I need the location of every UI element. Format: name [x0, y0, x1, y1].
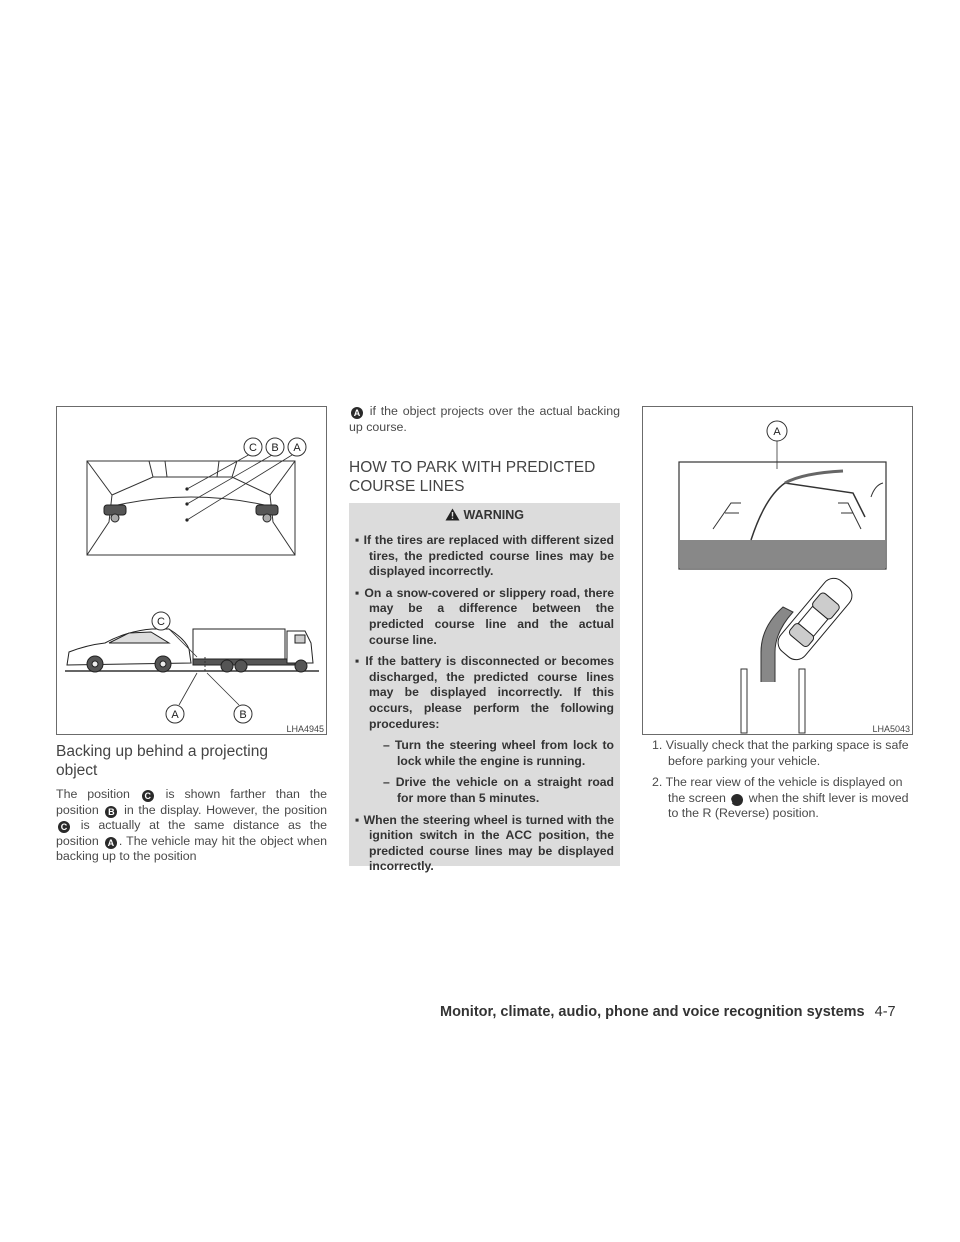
warning-title: WARNING [463, 508, 524, 522]
text-run: is shown farther than the position [56, 787, 327, 817]
warning-subitem: – Drive the vehicle on a straight road for more than 5 minutes. [383, 775, 614, 805]
marker-c: C [58, 821, 70, 833]
steps-list [650, 738, 915, 828]
step-number: 2. [652, 775, 663, 790]
fig1-label-a-bottom: A [171, 709, 179, 721]
marker-a: A [105, 837, 117, 849]
warning-item: ▪ When the steering wheel is turned with the ignition switch in the ACC position, the predicted course lines may be displayed incorrectly. [355, 812, 614, 874]
warning-subitem-text: Turn the steering wheel from lock to lock while the engine is running. [394, 738, 614, 768]
fig1-label-b-bottom: B [239, 709, 247, 721]
warning-box [349, 503, 620, 874]
marker-b: B [105, 806, 117, 818]
step-text: The rear view of the vehicle is displayed on the screen [665, 775, 903, 805]
fig1-label-b-top: B [271, 442, 279, 454]
section-backing-up-body [56, 787, 327, 865]
text-run: if the object projects over the actual backing up course. [349, 404, 620, 434]
figure-lha4945 [56, 406, 327, 735]
warning-list [349, 533, 620, 875]
figure-lha4945-illustration [57, 407, 326, 734]
figure-lha5043 [642, 406, 913, 735]
marker-c: C [142, 790, 154, 802]
text-run: is actually at the same distance as the position [56, 818, 327, 848]
step-number: 1. [652, 738, 663, 752]
step-text: when the shift lever is moved to the R (Reverse) position. [668, 790, 909, 821]
figure-lha5043-illustration [643, 407, 912, 734]
section-park-predicted [349, 458, 620, 496]
chapter-title: Monitor, climate, audio, phone and voice recognition systems [440, 1004, 865, 1020]
page-number: 4-7 [874, 1004, 896, 1020]
warning-header [349, 503, 620, 527]
fig1-label-c-bottom: C [157, 616, 165, 628]
warning-item: ▪ If the tires are replaced with different sized tires, the predicted course lines may be displayed incorrectly. [355, 533, 614, 579]
text-run: The position [56, 787, 130, 801]
fig2-label-a: A [773, 426, 781, 438]
figure-code: LHA5043 [872, 724, 910, 734]
text-run: in the display. However, the position [124, 802, 327, 817]
warning-item-text: If the tires are replaced with different sized tires, the predicted course lines may be displayed incorrectly. [363, 533, 614, 579]
title-line-2: COURSE LINES [349, 478, 465, 495]
section-backing-up-continued [349, 404, 620, 435]
step-1 [650, 738, 915, 769]
warning-item: ▪ If the battery is disconnected or becomes discharged, the predicted course lines may be displayed incorrectly. If this occurs, please perform the following procedures: [355, 654, 614, 731]
marker-a: A [351, 407, 363, 419]
fig1-label-a-top: A [293, 442, 301, 454]
warning-item: ▪ On a snow-covered or slippery road, there may be a difference between the predicted course line and the actual course line. [355, 585, 614, 647]
section-title-backing-up [56, 742, 327, 780]
title-line-2: object [56, 762, 98, 779]
warning-item-text: When the steering wheel is turned with the ignition switch in the ACC position, the predicted course lines may be displayed incorrectly. [363, 812, 614, 874]
step-text: Visually check that the parking space is safe before parking your vehicle. [665, 738, 909, 768]
step-2 [650, 775, 915, 822]
marker-a: A [731, 794, 743, 806]
title-line-1: HOW TO PARK WITH PREDICTED [349, 459, 596, 476]
title-line-1: Backing up behind a projecting [56, 743, 268, 760]
section-title-park-predicted [349, 458, 620, 496]
figure-code: LHA4945 [286, 724, 324, 734]
warning-subitem: – Turn the steering wheel from lock to lock while the engine is running. [383, 738, 614, 768]
fig1-label-c-top: C [249, 442, 257, 454]
page-footer [440, 1004, 896, 1020]
warning-item-text: If the battery is disconnected or becomes discharged, the predicted course lines may be displayed incorrectly. If this occurs, please perform the following procedures: [365, 654, 614, 731]
warning-icon [445, 508, 460, 521]
warning-item-text: On a snow-covered or slippery road, there may be a difference between the predicted course line and the actual course line. [364, 585, 614, 647]
text-run: . The vehicle may hit the object when backing up to the position [56, 833, 327, 864]
warning-subitem-text: Drive the vehicle on a straight road for more than 5 minutes. [395, 775, 614, 805]
section-backing-up [56, 742, 327, 865]
